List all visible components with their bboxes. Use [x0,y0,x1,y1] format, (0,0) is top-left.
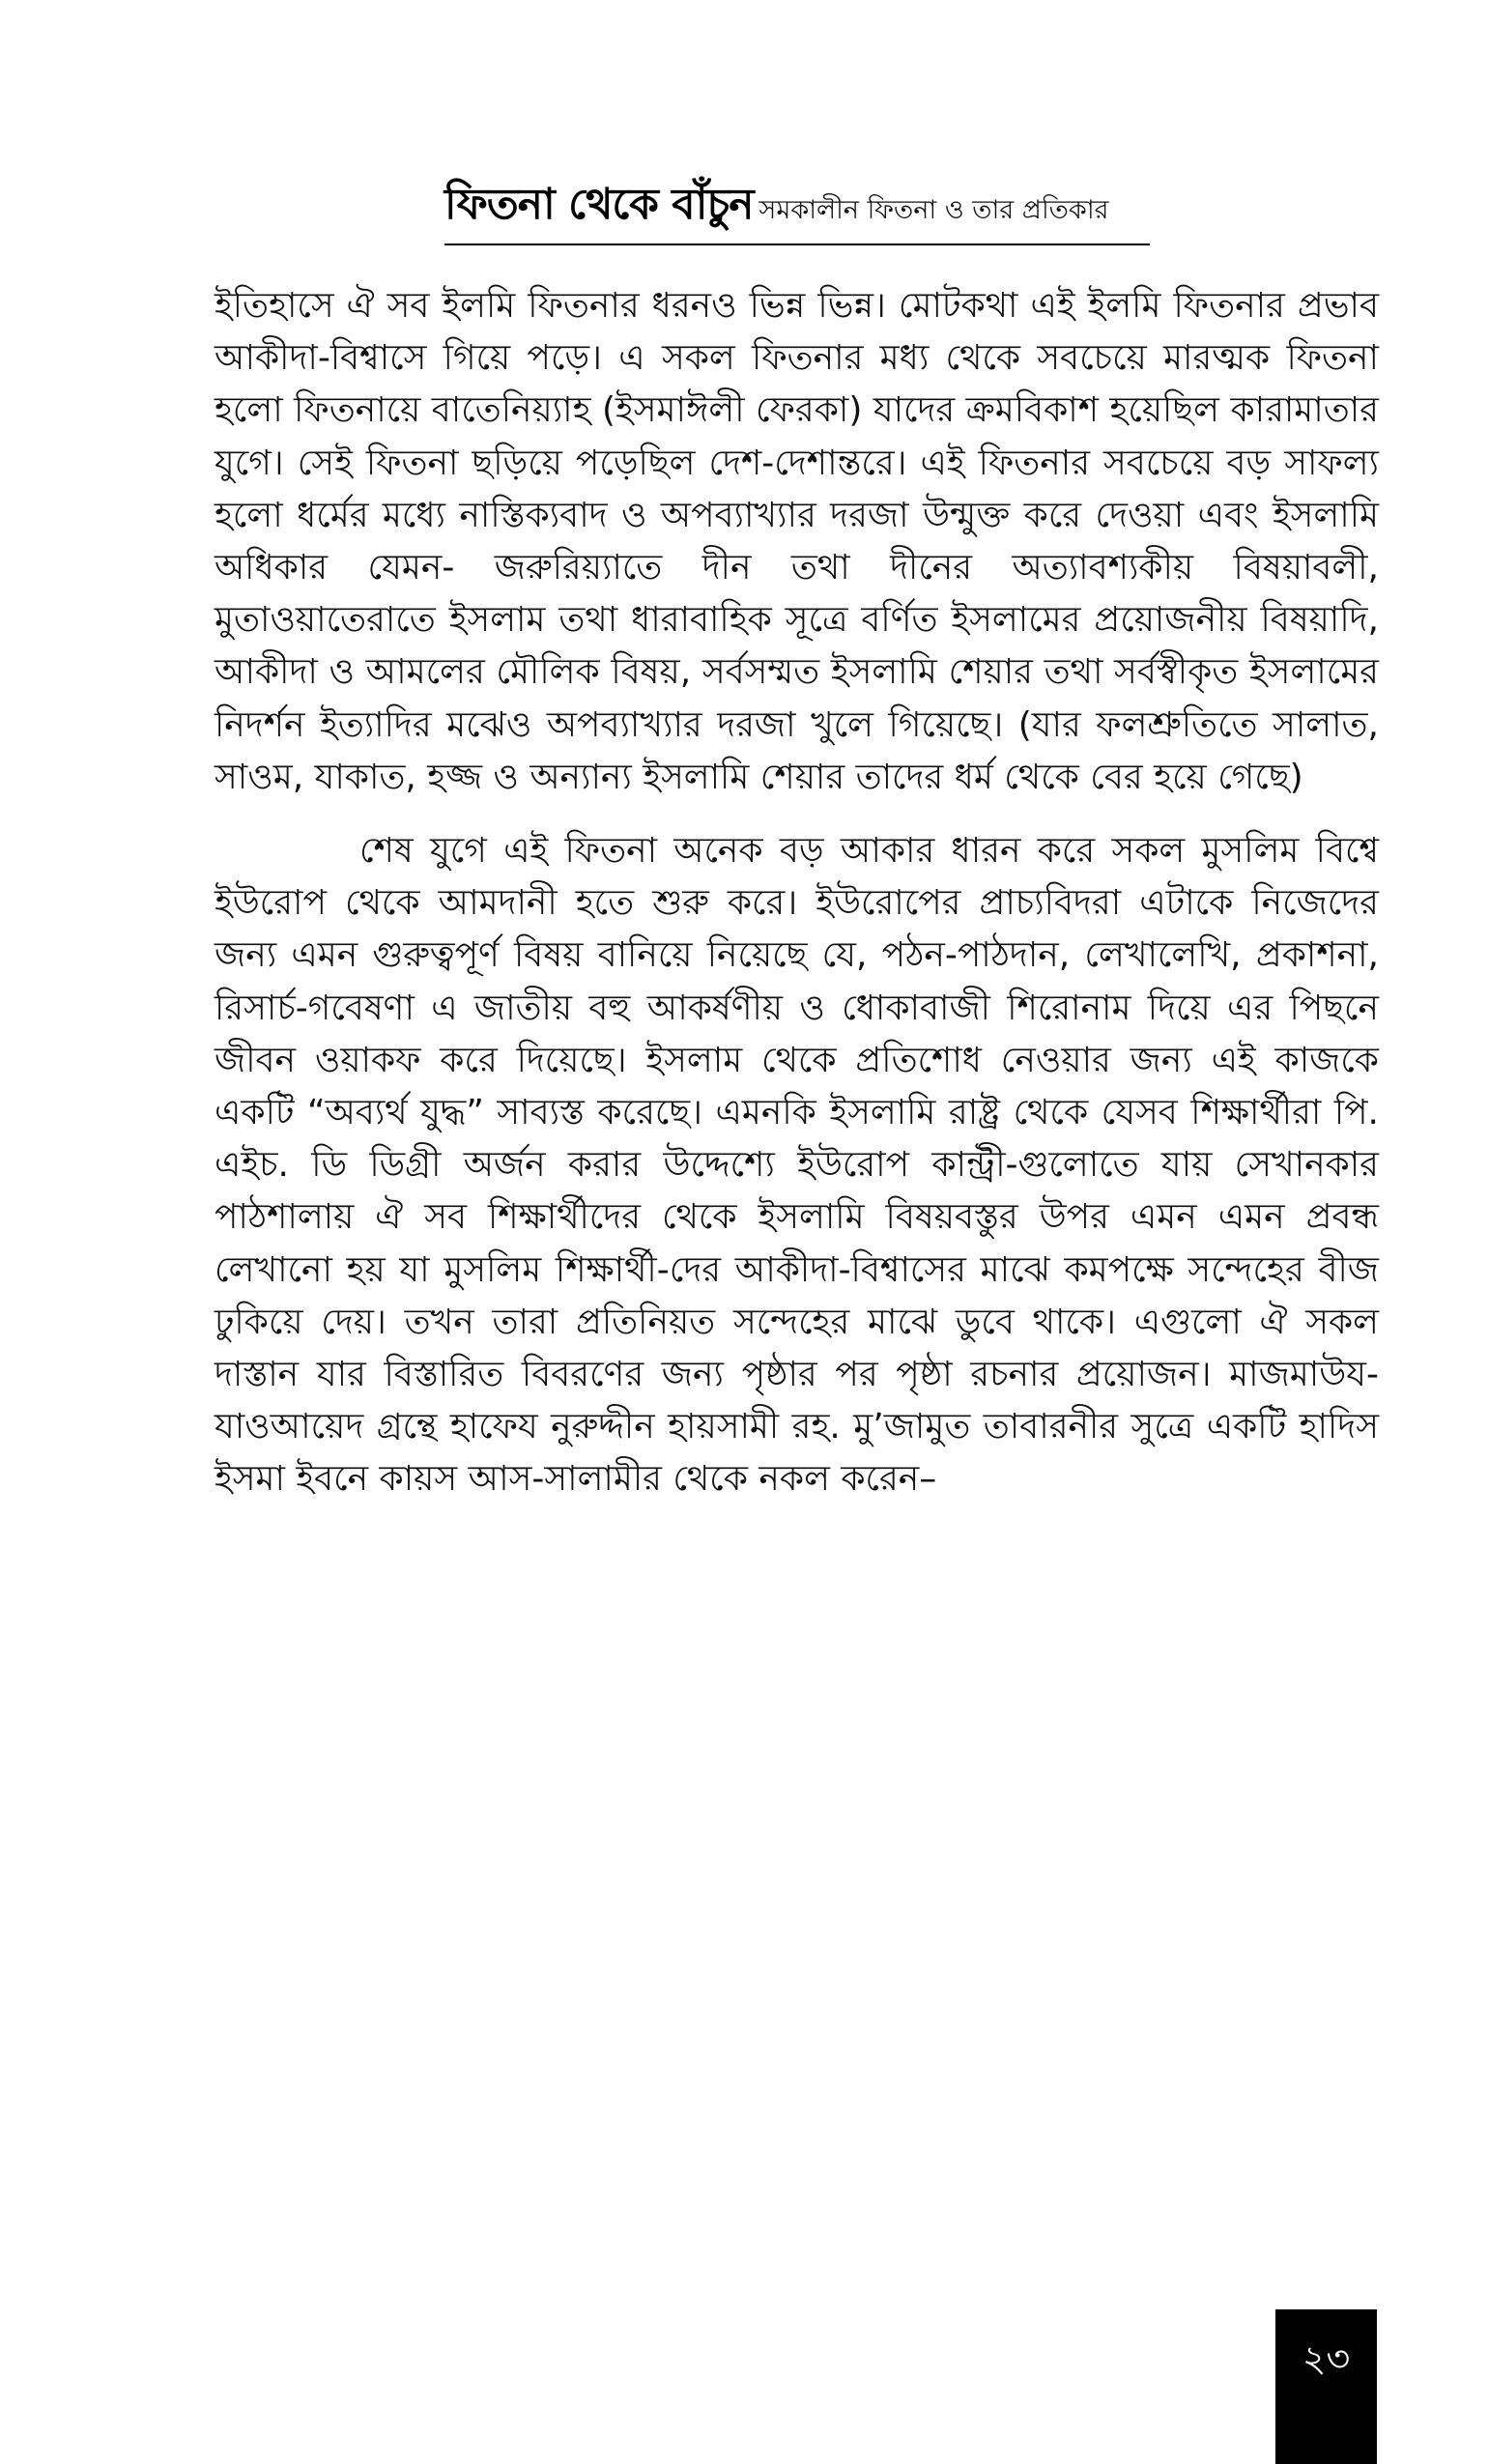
paragraph-2: শেষ যুগে এই ফিতনা অনেক বড় আকার ধারন করে সকল মুসলিম বিশ্বে ইউরোপ থেকে আমদানী হতে শুরু করে। ইউরোপের প্রাচ্যবিদরা এটাকে নিজেদের জন্য এমন গুরুত্বপূর্ণ বিষয় বানিয়ে নিয়েছে যে, পঠন-পাঠদান, লেখালেখি, প্রকাশনা, রিসার্চ-গবেষণা এ জাতীয় বহু আকর্ষণীয় ও ধোকাবাজী শিরোনাম দিয়ে এর পিছনে জীবন ওয়াকফ করে দিয়েছে। ইসলাম থেকে প্রতিশোধ নেওয়ার জন্য এই কাজকে একটি “অব্যর্থ যুদ্ধ” সাব্যস্ত করেছে। এমনকি ইসলামি রাষ্ট্র থেকে যেসব শিক্ষার্থীরা পি. এইচ. ডি ডিগ্রী অর্জন করার উদ্দেশ্যে ইউরোপ কান্ট্রী-গুলোতে যায় সেখানকার পাঠশালায় ঐ সব শিক্ষার্থীদের থেকে ইসলামি বিষয়বস্তুর উপর এমন এমন প্রবন্ধ লেখানো হয় যা মুসলিম শিক্ষার্থী-দের আকীদা-বিশ্বাসের মাঝে কমপক্ষে সন্দেহের বীজ ঢুকিয়ে দেয়। তখন তারা প্রতিনিয়ত সন্দেহের মাঝে ডুবে থাকে। এগুলো ঐ সকল দাস্তান যার বিস্তারিত বিবরণের জন্য পৃষ্ঠার পর পৃষ্ঠা রচনার প্রয়োজন। মাজমাউয-যাওআয়েদ গ্রন্থে হাফেয নুরুদ্দীন হায়সামী রহ. মু’জামুত তাবারনীর সুত্রে একটি হাদিস ইসমা ইবনে কায়স আস-সালামীর থেকে নকল করেন– [215,831,1379,1500]
page-number-box [1275,2309,1377,2464]
running-header [444,172,1150,249]
book-subtitle: সমকালীন ফিতনা ও তার প্রতিকার [758,195,1109,225]
paragraph-1: ইতিহাসে ঐ সব ইলমি ফিতনার ধরনও ভিন্ন ভিন্ন। মোটকথা এই ইলমি ফিতনার প্রভাব আকীদা-বিশ্বাসে গিয়ে পড়ে। এ সকল ফিতনার মধ্য থেকে সবচেয়ে মারত্মক ফিতনা হলো ফিতনায়ে বাতেনিয়্যাহ (ইসমাঈলী ফেরকা) যাদের ক্রমবিকাশ হয়েছিল কারামাতার যুগে। সেই ফিতনা ছড়িয়ে পড়েছিল দেশ-দেশান্তরে। এই ফিতনার সবচেয়ে বড় সাফল্য হলো ধর্মের মধ্যে নাস্তিক্যবাদ ও অপব্যাখ্যার দরজা উন্মুক্ত করে দেওয়া এবং ইসলামি অধিকার যেমন- জরুরিয়্যাতে দীন তথা দীনের অত্যাবশ্যকীয় বিষয়াবলী, মুতাওয়াতেরাতে ইসলাম তথা ধারাবাহিক সূত্রে বর্ণিত ইসলামের প্রয়োজনীয় বিষয়াদি, আকীদা ও আমলের মৌলিক বিষয়, সর্বসম্মত ইসলামি শেয়ার তথা সর্বস্বীকৃত ইসলামের নিদর্শন ইত্যাদির মঝেও অপব্যাখ্যার দরজা খুলে গিয়েছে। (যার ফলশ্রুতিতে সালাত, সাওম, যাকাত, হজ্জ ও অন্যান্য ইসলামি শেয়ার তাদের ধর্ম থেকে বের হয়ে গেছে) [215,286,1379,797]
header-divider [444,244,1150,245]
page-body [215,280,1379,1506]
book-title: ফিতনা থেকে বাঁচুন [444,180,754,229]
page-number: ২৩ [1302,2337,1351,2380]
header-row [444,172,1150,243]
